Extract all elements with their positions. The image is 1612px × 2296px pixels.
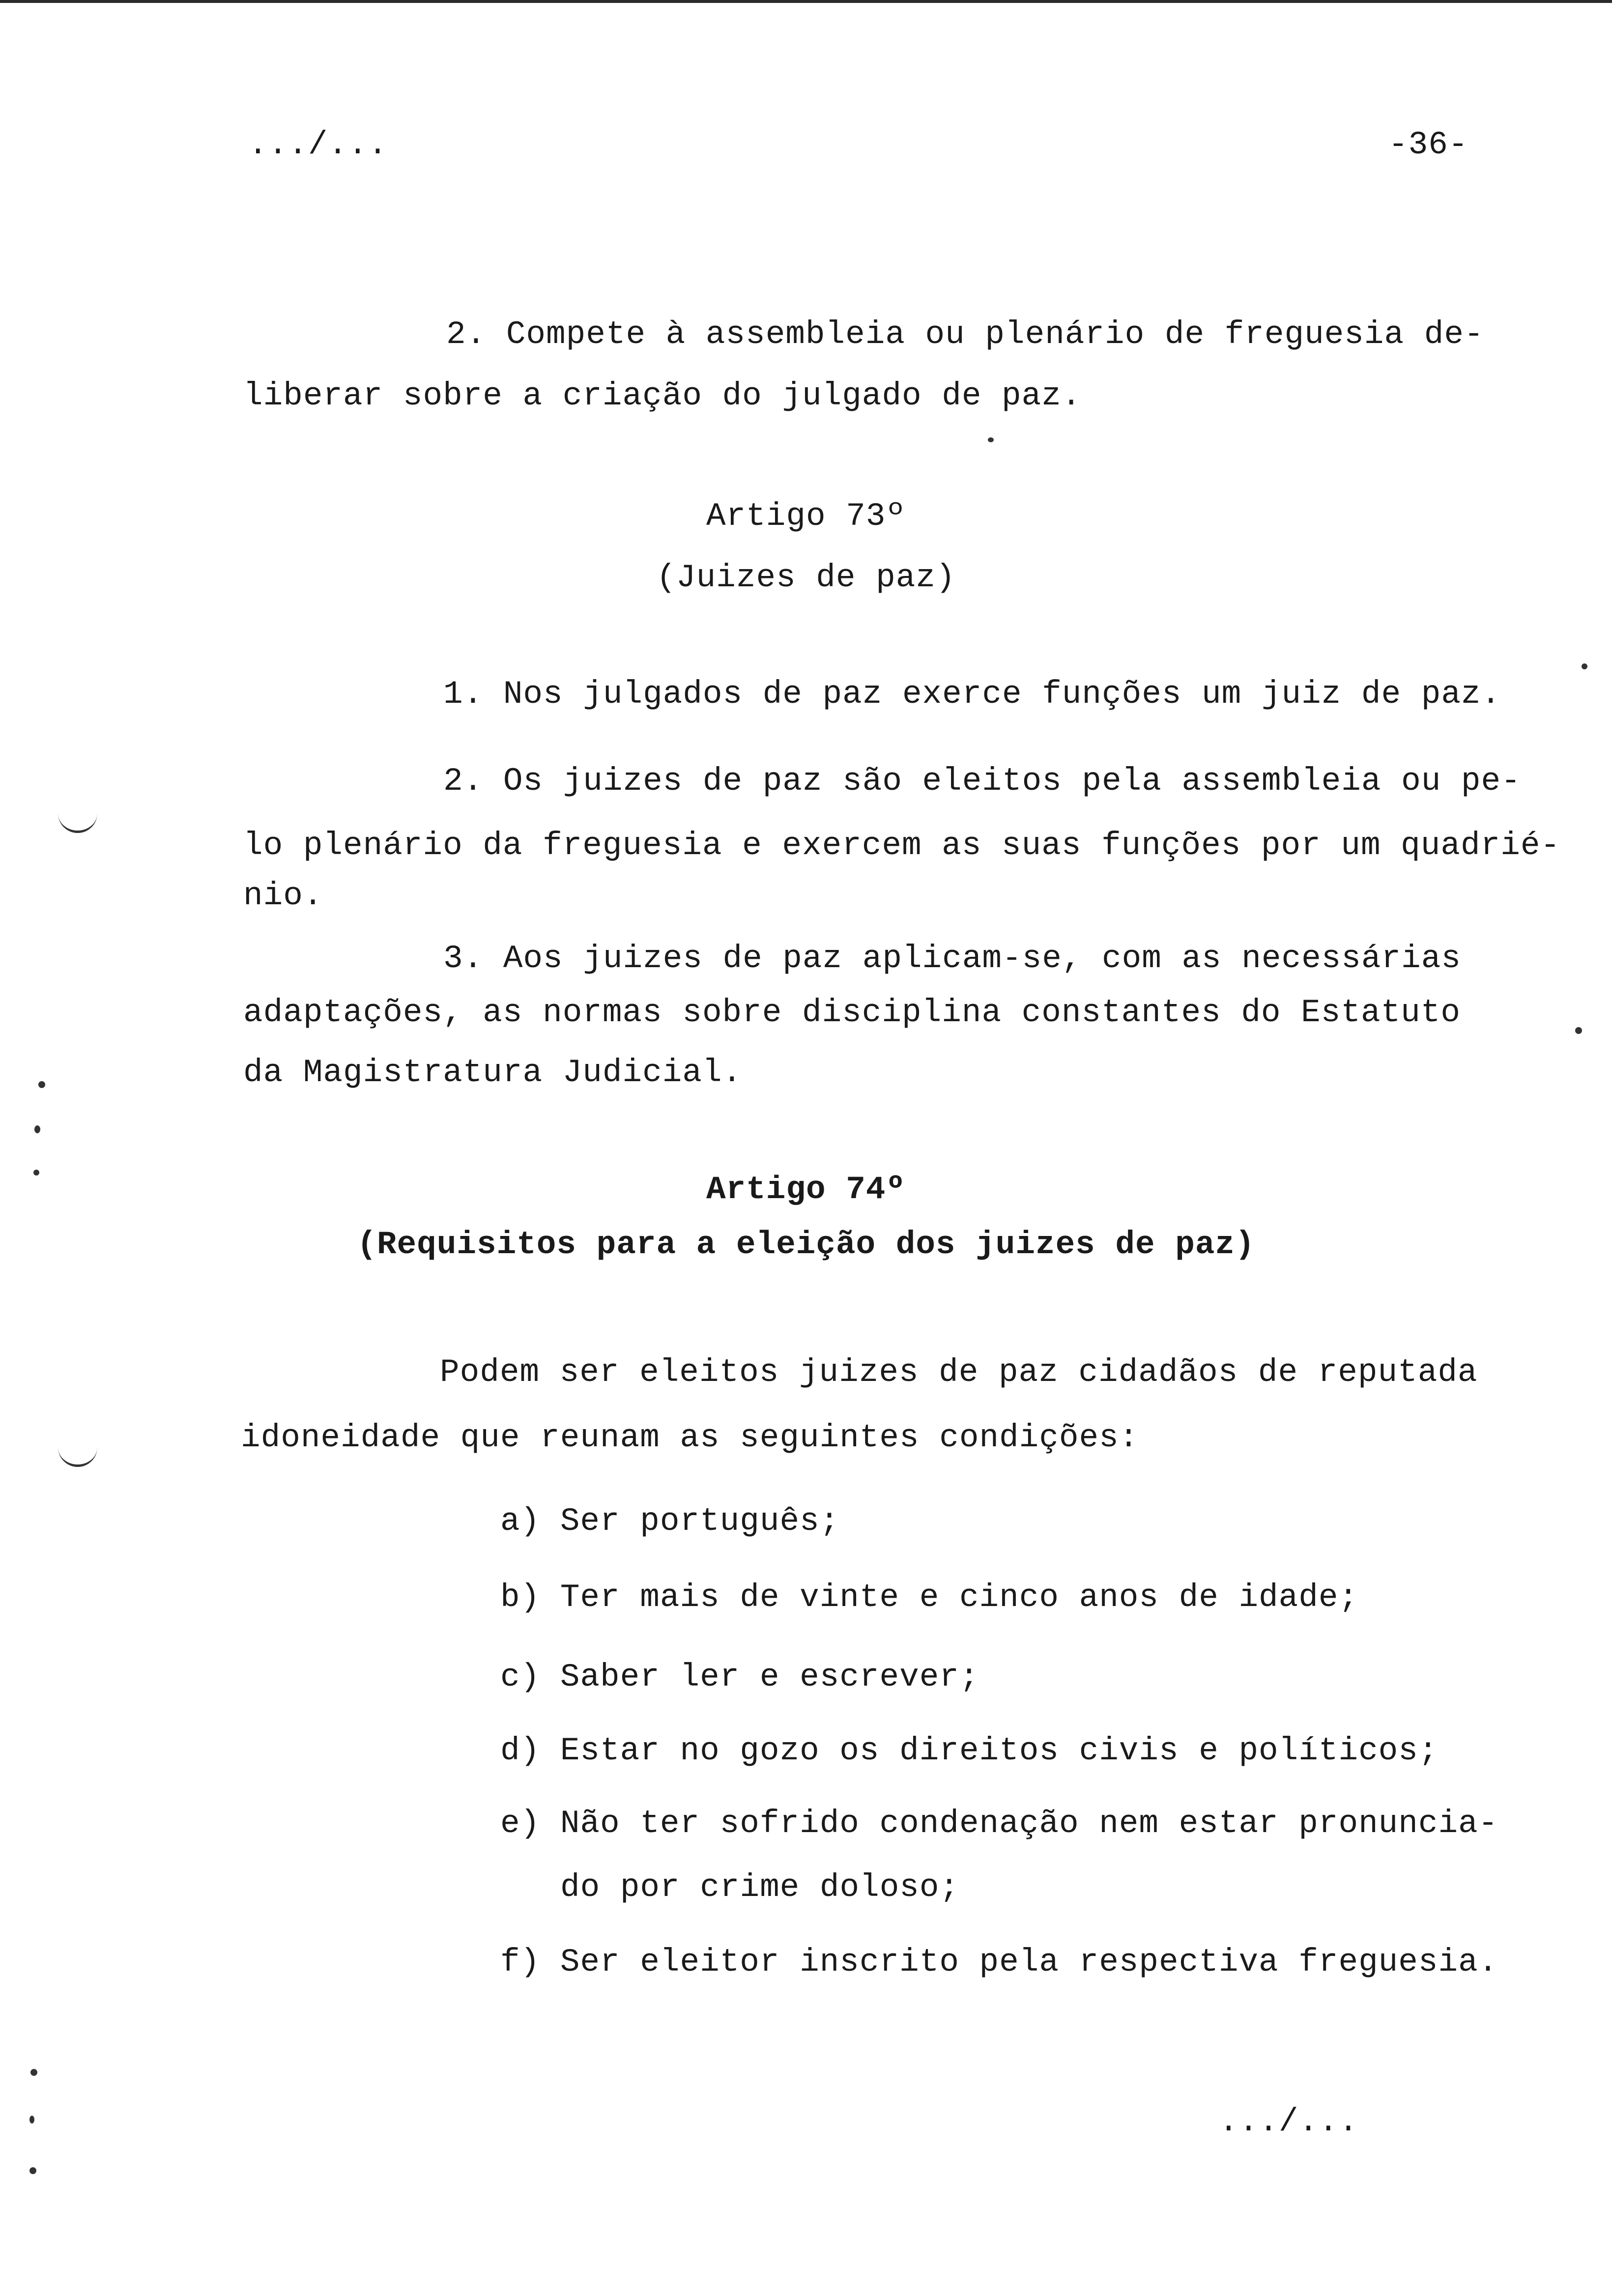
article-73-item-2-line-1: 2. Os juizes de paz são eleitos pela assembleia ou pe- bbox=[443, 763, 1521, 800]
header-continuation-marker: .../... bbox=[248, 126, 388, 163]
article-74-intro-line-2: idoneidade que reunam as seguintes condições: bbox=[241, 1419, 1139, 1456]
condition-a: a) Ser português; bbox=[500, 1503, 840, 1540]
binding-hole-mark-lower bbox=[58, 1445, 97, 1467]
article-73-item-1: 1. Nos julgados de paz exerce funções um juiz de paz. bbox=[443, 676, 1501, 713]
condition-e-line-2: do por crime doloso; bbox=[560, 1869, 960, 1906]
scan-speck bbox=[29, 2167, 36, 2174]
page-number: -36- bbox=[1388, 126, 1468, 163]
scan-speck bbox=[988, 437, 994, 442]
scan-speck bbox=[38, 1081, 45, 1088]
binding-hole-mark-upper bbox=[58, 811, 97, 833]
article-74-intro-line-1: Podem ser eleitos juizes de paz cidadãos de reputada bbox=[440, 1354, 1478, 1391]
scan-speck bbox=[1575, 1027, 1582, 1034]
article-73-item-3-line-3: da Magistratura Judicial. bbox=[243, 1054, 743, 1091]
scan-speck bbox=[29, 2116, 34, 2124]
article-73-item-2-line-2: lo plenário da freguesia e exercem as suas funções por um quadrié- bbox=[243, 827, 1561, 864]
condition-d: d) Estar no gozo os direitos civis e políticos; bbox=[500, 1732, 1439, 1769]
scan-speck bbox=[30, 2069, 37, 2076]
article-74-title: Artigo 74º bbox=[706, 1171, 906, 1208]
paragraph-2-line-2: liberar sobre a criação do julgado de paz. bbox=[243, 377, 1082, 414]
article-73-title: Artigo 73º bbox=[706, 498, 906, 535]
top-border-line bbox=[0, 0, 1612, 3]
scan-speck bbox=[34, 1125, 40, 1133]
footer-continuation-marker: .../... bbox=[1219, 2103, 1359, 2140]
condition-f: f) Ser eleitor inscrito pela respectiva freguesia. bbox=[500, 1944, 1498, 1980]
condition-c: c) Saber ler e escrever; bbox=[500, 1659, 979, 1695]
paragraph-2-line-1: 2. Compete à assembleia ou plenário de freguesia de- bbox=[446, 316, 1484, 353]
condition-e-line-1: e) Não ter sofrido condenação nem estar pronuncia- bbox=[500, 1805, 1498, 1842]
article-73-item-3-line-1: 3. Aos juizes de paz aplicam-se, com as necessárias bbox=[443, 940, 1461, 977]
article-73-item-2-line-3: nio. bbox=[243, 877, 323, 914]
article-74-subtitle: (Requisitos para a eleição dos juizes de paz) bbox=[357, 1226, 1255, 1263]
article-73-subtitle: (Juizes de paz) bbox=[656, 559, 956, 596]
article-73-item-3-line-2: adaptações, as normas sobre disciplina constantes do Estatuto bbox=[243, 994, 1461, 1031]
scan-speck bbox=[1582, 663, 1587, 669]
scan-speck bbox=[33, 1170, 39, 1176]
condition-b: b) Ter mais de vinte e cinco anos de idade; bbox=[500, 1579, 1359, 1616]
